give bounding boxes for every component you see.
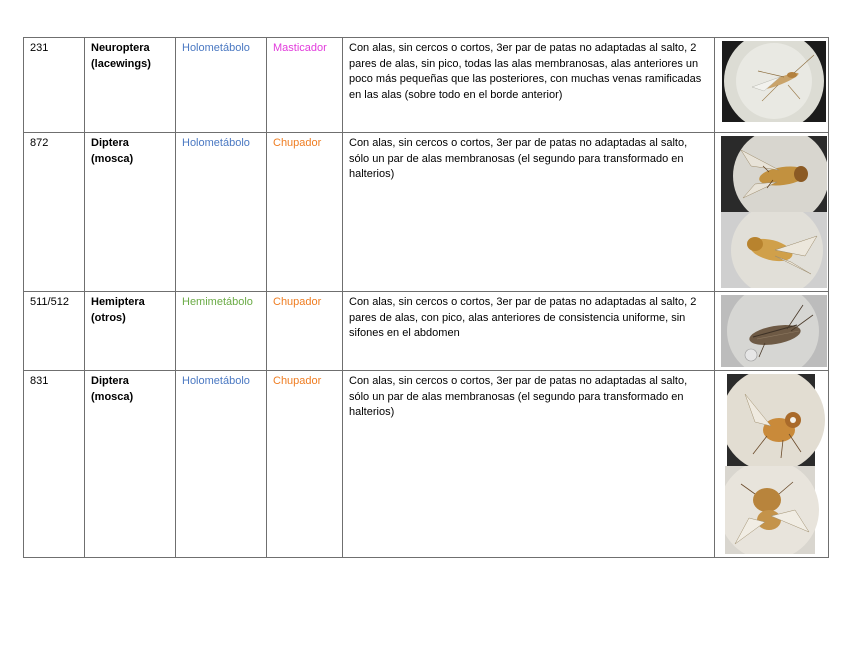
mouthpart-type: Chupador xyxy=(267,292,343,371)
description: Con alas, sin cercos o cortos, 3er par de patas no adaptadas al salto, 2 pares de alas, sin pico, todas las alas membranosas, alas anteriores un poco más pequeñas que las posteriores, con muchas venas ramificadas en las alas (sobre todo en el borde anterior) xyxy=(343,38,715,133)
mouthpart-type: Chupador xyxy=(267,371,343,558)
order-common-name: (lacewings) xyxy=(91,57,151,70)
order-name: Diptera xyxy=(91,375,129,387)
insect-order xyxy=(85,133,176,292)
description: Con alas, sin cercos o cortos, 3er par de patas no adaptadas al salto, 2 pares de alas, con pico, alas anteriores de consistencia uniforme, sin sifones en el abdomen xyxy=(343,292,715,371)
fly-photo-dorsal xyxy=(725,466,829,554)
mouthpart-type: Chupador xyxy=(267,133,343,292)
description: Con alas, sin cercos o cortos, 3er par de patas no adaptadas al salto, sólo un par de alas membranosas (el segundo para transformado en halterios) xyxy=(343,371,715,558)
specimen-code: 872 xyxy=(24,133,85,292)
fly-photo-bottom xyxy=(721,212,827,288)
insect-classification-table xyxy=(23,37,829,558)
photo-cell xyxy=(715,38,829,133)
photo-cell xyxy=(715,133,829,292)
insect-order xyxy=(85,38,176,133)
mouthpart-type: Masticador xyxy=(267,38,343,133)
development-type: Holometábolo xyxy=(176,371,267,558)
photo-cell xyxy=(715,292,829,371)
development-type: Holometábolo xyxy=(176,38,267,133)
specimen-code: 831 xyxy=(24,371,85,558)
table-row xyxy=(24,371,829,558)
order-name: Diptera xyxy=(91,137,129,149)
lacewing-photo xyxy=(722,41,826,122)
description: Con alas, sin cercos o cortos, 3er par de patas no adaptadas al salto, sólo un par de alas membranosas (el segundo para transformado en halterios) xyxy=(343,133,715,292)
specimen-code: 511/512 xyxy=(24,292,85,371)
table-row xyxy=(24,292,829,371)
table-row xyxy=(24,133,829,292)
order-name: Neuroptera xyxy=(91,42,150,54)
table-row xyxy=(24,38,829,133)
development-type: Holometábolo xyxy=(176,133,267,292)
order-common-name: (otros) xyxy=(91,311,126,324)
fly-photo-top xyxy=(721,136,827,212)
development-type: Hemimetábolo xyxy=(176,292,267,371)
order-common-name: (mosca) xyxy=(91,152,134,165)
order-name: Hemiptera xyxy=(91,296,145,308)
fly-photo-side xyxy=(727,374,829,466)
order-common-name: (mosca) xyxy=(91,390,134,403)
photo-cell xyxy=(715,371,829,558)
specimen-code: 231 xyxy=(24,38,85,133)
insect-order xyxy=(85,292,176,371)
hemiptera-photo xyxy=(721,295,827,367)
insect-order xyxy=(85,371,176,558)
